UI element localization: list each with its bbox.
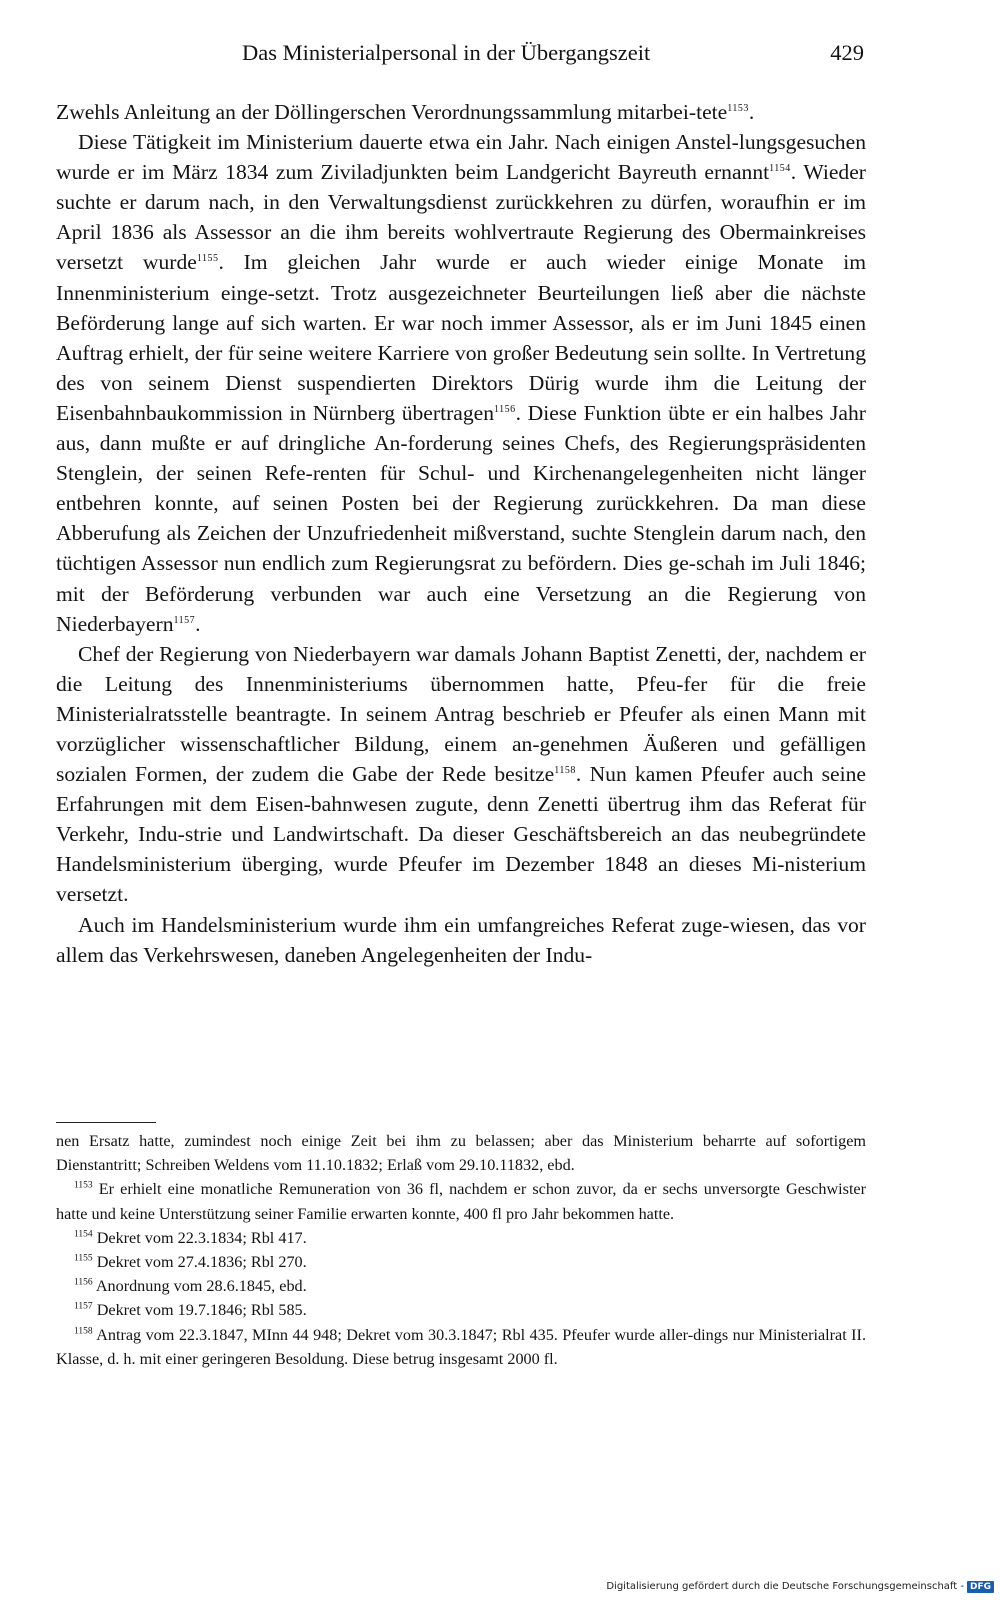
footnotes [56,1129,866,1371]
paragraph-4: Auch im Handelsministerium wurde ihm ein umfangreiches Referat zuge-wiesen, das vor allem das Verkehrswesen, daneben Angelegenheiten der Indu- [56,912,866,967]
page-number: 429 [830,40,864,65]
running-header [56,38,864,70]
paragraph-2: Diese Tätigkeit im Ministerium dauerte etwa ein Jahr. Nach einigen Anstel-lungsgesuchen wurde er im März 1834 zum Ziviladjunkten beim Landgericht Bayreuth ernannt$^{1154}$. Wieder suchte er darum nach, in den Verwaltungsdienst zurückkehren zu dürfen, woraufhin er im April 1836 als Assessor an die ihm bereits wohlvertraute Regierung des Obermainkreises versetzt wurde$^{1155}$. Im gleichen Jahr wurde er auch wieder einige Monate im Innenministerium einge-setzt. Trotz ausgezeichneter Beurteilungen ließ aber die nächste Beförderung lange auf sich warten. Er war noch immer Assessor, als er im Juni 1845 einen Auftrag erhielt, der für seine weitere Karriere von großer Bedeutung sein sollte. In Vertretung des von seinem Dienst suspendierten Direktors Dürig wurde ihm die Leitung der Eisenbahnbaukommission in Nürnberg übertragen$^{1156}$. Diese Funktion übte er ein halbes Jahr aus, dann mußte er auf dringliche An-forderung seines Chefs, des Regierungspräsidenten Stenglein, der seinen Refe-renten für Schul- und Kirchenangelegenheiten nicht länger entbehren konnte, auf seinen Posten bei der Regierung zurückkehren. Da man diese Abberufung als Zeichen der Unzufriedenheit mißverstand, suchte Stenglein darum nach, den tüchtigen Assessor nun endlich zum Regierungsrat zu befördern. Dies ge-schah im Juli 1846; mit der Beförderung verbunden war auch eine Versetzung an die Regierung von Niederbayern$^{1157}$. [56,130,866,636]
credit-text: Digitalisierung gefördert durch die Deutsche Forschungsgemeinschaft - [606,1581,964,1592]
footnote-separator [56,1122,156,1123]
footnote-1158: $^{1158}$ Antrag vom 22.3.1847, MInn 44 948; Dekret vom 30.3.1847; Rbl 435. Pfeufer wurde aller-dings nur Ministerialrat II. Klasse, d. h. mit einer geringeren Besoldung. Diese betrug insgesamt 2000 fl. [56,1325,866,1368]
footnote-ref-1156: 1156 [494,403,516,415]
footnote-ref-1155: 1155 [196,253,219,265]
footnote-1156: $^{1156}$ Anordnung vom 28.6.1845, ebd. [74,1277,307,1296]
footnote-1153: $^{1153}$ Er erhielt eine monatliche Remuneration von 36 fl, nachdem er schon zuvor, da er sechs unversorgte Geschwister hatte und keine Unterstützung seiner Familie erwarten konnte, 400 fl pro Jahr bekommen hatte. [56,1180,867,1223]
dfg-logo: DFG [967,1581,994,1593]
footnote-1154: $^{1154}$ Dekret vom 22.3.1834; Rbl 417. [74,1228,307,1247]
main-text [56,97,866,970]
footnote-ref-1153: 1153 [727,102,749,114]
footnote-ref-1154: 1154 [769,163,791,174]
digitization-credit [606,1580,994,1594]
running-title: Das Ministerialpersonal in der Übergangszeit [242,40,651,65]
footnote-continuation: nen Ersatz hatte, zumindest noch einige Zeit bei ihm zu belassen; aber das Ministerium beharrte auf sofortigem Dienstantritt; Schreiben Weldens vom 11.10.1832; Erlaß vom 29.10.11832, ebd. [56,1132,866,1175]
footnote-1157: $^{1157}$ Dekret vom 19.7.1846; Rbl 585. [74,1301,307,1320]
paragraph-1: Zwehls Anleitung an der Döllingerschen Verordnungssammlung mitarbei-tete$^{1153}$. [56,100,755,124]
paragraph-3: Chef der Regierung von Niederbayern war damals Johann Baptist Zenetti, der, nachdem er die Leitung des Innenministeriums übernommen hatte, Pfeu-fer für die freie Ministerialratsstelle beantragte. In seinem Antrag beschrieb er Pfeufer als einen Mann mit vorzüglicher wissenschaftlicher Bildung, einem an-genehmen Äußeren und gefälligen sozialen Formen, der zudem die Gabe der Rede besitze$^{1158}$. Nun kamen Pfeufer auch seine Erfahrungen mit dem Eisen-bahnwesen zugute, denn Zenetti übertrug ihm das Referat für Verkehr, Indu-strie und Landwirtschaft. Da dieser Geschäftsbereich an das neubegründete Handelsministerium überging, wurde Pfeufer im Dezember 1848 an dieses Mi-nisterium versetzt. [56,641,866,907]
footnote-ref-1157: 1157 [173,614,196,626]
footnote-1155: $^{1155}$ Dekret vom 27.4.1836; Rbl 270. [74,1253,307,1272]
footnote-ref-1158: 1158 [554,764,576,776]
